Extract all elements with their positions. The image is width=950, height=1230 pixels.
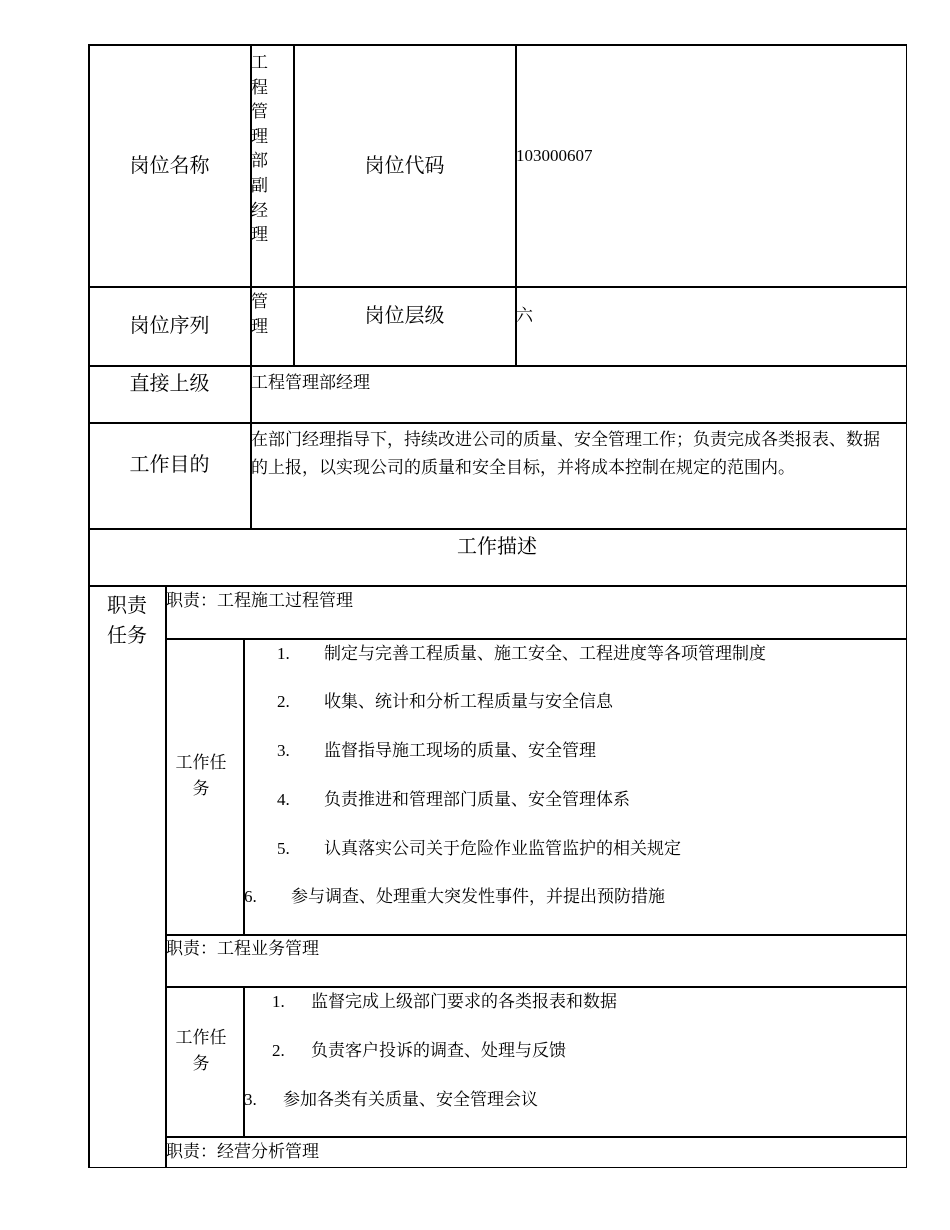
- duty-title: 职责：经营分析管理: [166, 1142, 319, 1161]
- row-divider: [88, 585, 907, 587]
- list-item-text: 制定与完善工程质量、施工安全、工程进度等各项管理制度: [324, 644, 766, 663]
- purpose-value: 在部门经理指导下，持续改进公司的质量、安全管理工作；负责完成各类报表、数据的上报，以实现公司的质量和安全目标，并将成本控制在规定的范围内。: [251, 430, 880, 477]
- supervisor-value: 工程管理部经理: [251, 373, 370, 392]
- col-divider: [165, 585, 167, 1168]
- row-divider: [165, 638, 907, 640]
- list-item: [277, 642, 766, 666]
- supervisor-label: 直接上级: [129, 373, 210, 395]
- list-item-number: 5.: [277, 839, 290, 858]
- position-level-label: 岗位层级: [364, 305, 445, 327]
- list-item-number: 6.: [244, 887, 257, 906]
- list-item-number: 3.: [277, 741, 290, 760]
- responsibilities-label: 职责任务: [107, 595, 147, 647]
- position-level-value: 六: [516, 306, 533, 325]
- row-divider: [165, 934, 907, 936]
- table-border-right: [906, 44, 908, 1168]
- list-item-text: 监督指导施工现场的质量、安全管理: [324, 741, 596, 760]
- position-name-label: 岗位名称: [129, 154, 210, 177]
- list-item: [244, 885, 665, 909]
- row-divider: [165, 1136, 907, 1138]
- list-item-text: 负责客户投诉的调查、处理与反馈: [311, 1041, 566, 1060]
- list-item: [244, 1088, 538, 1112]
- list-item: [277, 739, 596, 763]
- list-item-number: 4.: [277, 790, 290, 809]
- task-label: 工作任务: [175, 753, 227, 798]
- purpose-label: 工作目的: [129, 454, 210, 476]
- position-code-label: 岗位代码: [364, 154, 445, 177]
- list-item: [272, 1039, 566, 1063]
- list-item-text: 收集、统计和分析工程质量与安全信息: [324, 692, 613, 711]
- list-item-number: 3.: [244, 1090, 257, 1109]
- list-item-text: 负责推进和管理部门质量、安全管理体系: [324, 790, 630, 809]
- task-label: 工作任务: [175, 1028, 227, 1073]
- list-item-number: 2.: [277, 692, 290, 711]
- position-code-value: 103000607: [516, 146, 593, 165]
- duty-title: 职责：工程施工过程管理: [166, 591, 353, 610]
- row-divider: [165, 986, 907, 988]
- list-item-number: 2.: [272, 1041, 285, 1060]
- duty-title: 职责：工程业务管理: [166, 939, 319, 958]
- description-title: 工作描述: [457, 536, 537, 558]
- position-name-value: 工程管理部副经理: [251, 53, 268, 245]
- table-border-bottom: [88, 1167, 907, 1169]
- list-item-number: 1.: [272, 992, 285, 1011]
- list-item-text: 监督完成上级部门要求的各类报表和数据: [311, 992, 617, 1011]
- col-divider: [243, 986, 245, 1137]
- list-item: [277, 837, 681, 861]
- position-series-label: 岗位序列: [129, 315, 210, 337]
- list-item-number: 1.: [277, 644, 290, 663]
- list-item: [277, 788, 630, 812]
- list-item-text: 认真落实公司关于危险作业监管监护的相关规定: [324, 839, 681, 858]
- position-series-value: 管理: [251, 292, 268, 336]
- list-item-text: 参与调查、处理重大突发性事件，并提出预防措施: [291, 887, 665, 906]
- list-item: [272, 990, 617, 1014]
- list-item: [277, 690, 613, 714]
- list-item-text: 参加各类有关质量、安全管理会议: [283, 1090, 538, 1109]
